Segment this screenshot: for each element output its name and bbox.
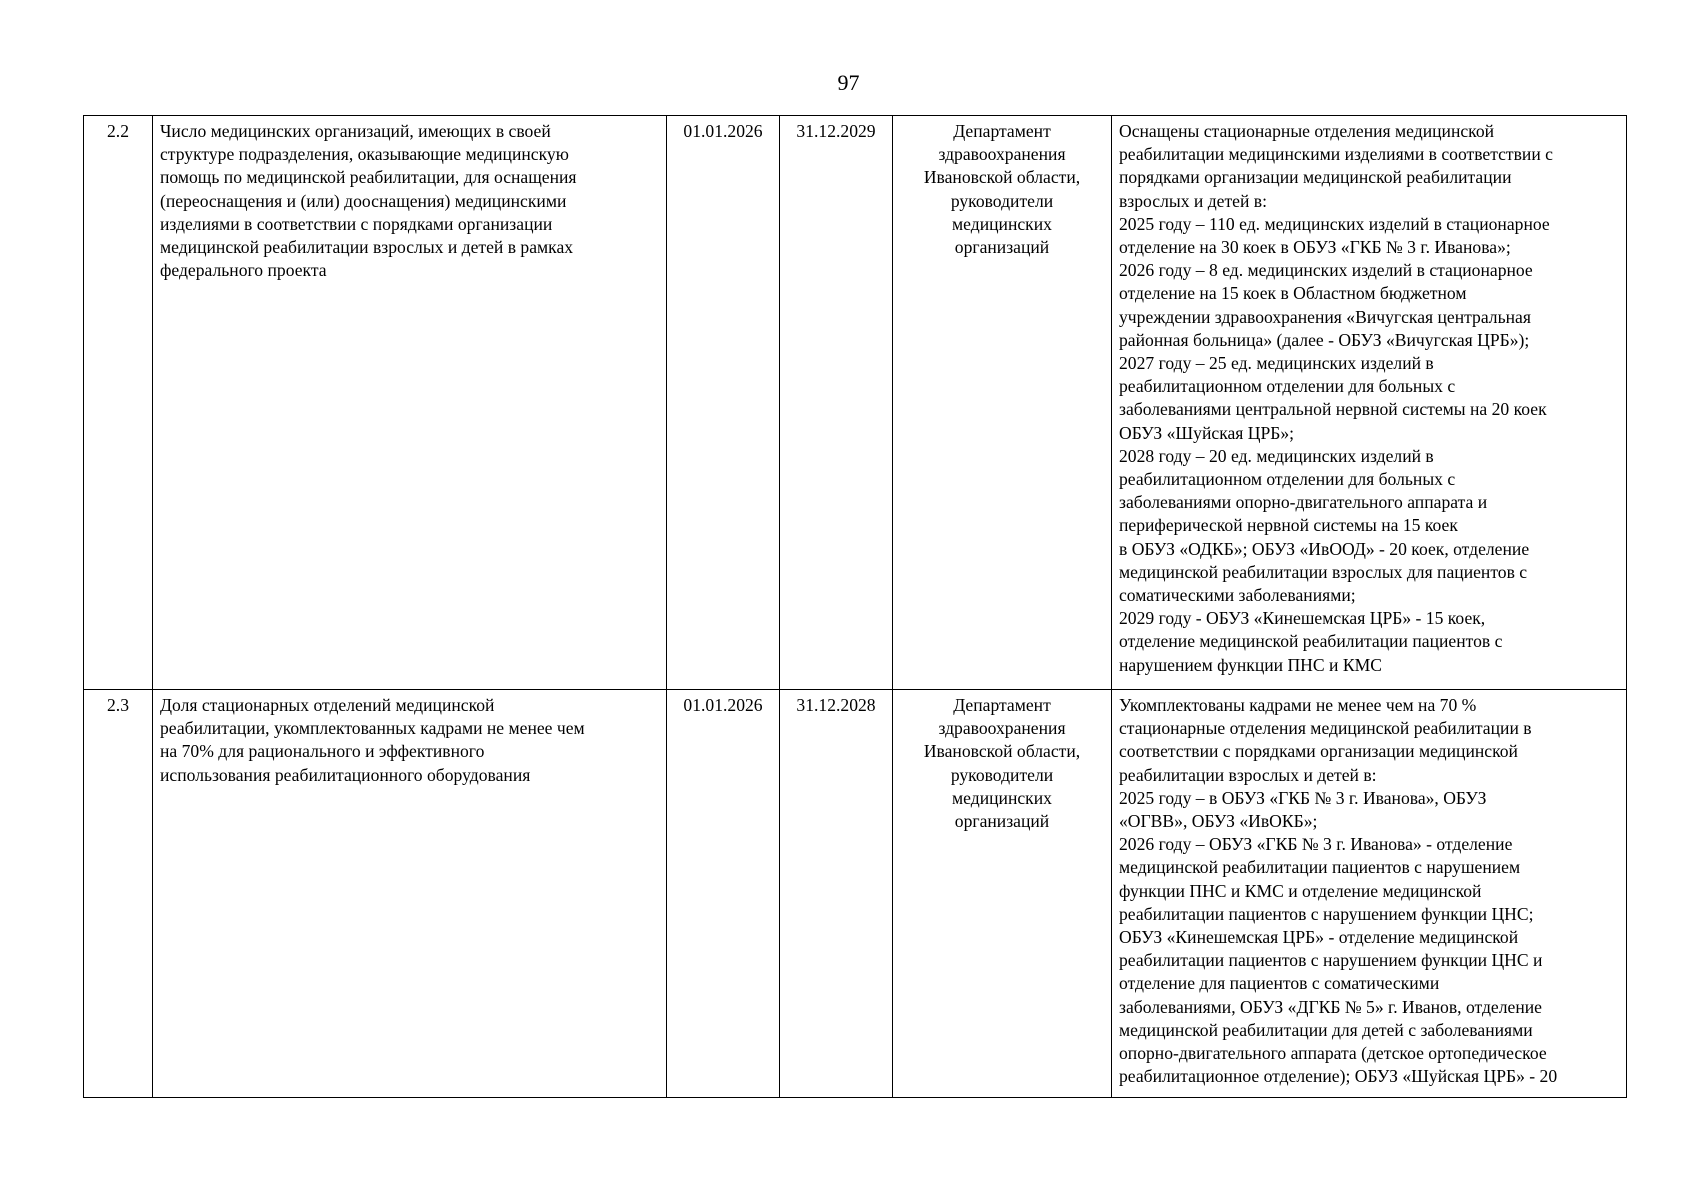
text-line: использования реабилитационного оборудования bbox=[160, 764, 531, 785]
text-line: заболеваниями опорно-двигательного аппарата и bbox=[1119, 492, 1488, 513]
text-line: Доля стационарных отделений медицинской bbox=[160, 695, 495, 715]
text-line: изделиями в соответствии с порядками организации bbox=[160, 213, 553, 234]
row-number: 2.2 bbox=[84, 116, 153, 690]
text-line: стационарные отделения медицинской реабилитации в bbox=[1119, 718, 1532, 739]
text-line: (переоснащения и (или) дооснащения) медицинскими bbox=[160, 190, 567, 211]
text-line: учреждении здравоохранения «Вичугская центральная bbox=[1119, 306, 1531, 327]
text-line: заболеваниями центральной нервной системы на 20 коек bbox=[1119, 399, 1547, 420]
text-line: отделение для пациентов с соматическими bbox=[1119, 973, 1440, 994]
text-line: медицинской реабилитации пациентов с нарушением bbox=[1119, 857, 1521, 878]
text-line: медицинских bbox=[952, 787, 1052, 808]
text-line: взрослых и детей в: bbox=[1119, 190, 1267, 211]
text-line: реабилитационном отделении для больных с bbox=[1119, 469, 1456, 490]
result-cell bbox=[1112, 116, 1627, 690]
text-line: Департамент bbox=[953, 695, 1051, 715]
text-line: структуре подразделения, оказывающие медицинскую bbox=[160, 144, 569, 165]
text-line: на 70% для рационального и эффективного bbox=[160, 741, 485, 762]
result-cell bbox=[1112, 690, 1627, 1098]
text-line: федерального проекта bbox=[160, 260, 327, 281]
text-line: соответствии с порядками организации медицинской bbox=[1119, 741, 1518, 762]
text-line: организаций bbox=[954, 237, 1050, 258]
text-line: реабилитации пациентов с нарушением функции ЦНС; bbox=[1119, 903, 1534, 924]
text-line: медицинской реабилитации взрослых для пациентов с bbox=[1119, 561, 1528, 582]
text-line: порядками организации медицинской реабилитации bbox=[1119, 167, 1512, 188]
text-line: отделение медицинской реабилитации пациентов с bbox=[1119, 631, 1503, 652]
text-line: здравоохранения bbox=[938, 144, 1066, 165]
text-line: 2028 году – 20 ед. медицинских изделий в bbox=[1119, 445, 1434, 466]
text-line: в ОБУЗ «ОДКБ»; ОБУЗ «ИвООД» - 20 коек, отделение bbox=[1119, 538, 1530, 559]
text-line: руководители bbox=[950, 764, 1054, 785]
text-line: здравоохранения bbox=[938, 718, 1066, 739]
text-line: периферической нервной системы на 15 коек bbox=[1119, 515, 1458, 536]
text-line: реабилитации пациентов с нарушением функции ЦНС и bbox=[1119, 950, 1543, 971]
text-line: организаций bbox=[954, 811, 1050, 832]
text-line: «ОГВВ», ОБУЗ «ИвОКБ»; bbox=[1119, 811, 1318, 832]
responsible-cell bbox=[893, 690, 1112, 1098]
text-line: функции ПНС и КМС и отделение медицинской bbox=[1119, 880, 1482, 901]
text-line: заболеваниями, ОБУЗ «ДГКБ № 5» г. Иванов, отделение bbox=[1119, 996, 1542, 1017]
end-date: 31.12.2029 bbox=[780, 116, 893, 690]
text-line: реабилитации медицинскими изделиями в соответствии с bbox=[1119, 144, 1553, 165]
measure-name-cell bbox=[153, 116, 667, 690]
table-row bbox=[84, 690, 1627, 1098]
text-line: отделение на 15 коек в Областном бюджетном bbox=[1119, 283, 1467, 304]
text-line: ОБУЗ «Шуйская ЦРБ»; bbox=[1119, 422, 1295, 443]
text-line: нарушением функции ПНС и КМС bbox=[1119, 654, 1382, 675]
text-line: реабилитации взрослых и детей в: bbox=[1119, 764, 1377, 785]
text-line: опорно-двигательного аппарата (детское ортопедическое bbox=[1119, 1043, 1547, 1064]
text-line: ОБУЗ «Кинешемская ЦРБ» - отделение медицинской bbox=[1119, 927, 1519, 948]
text-line: соматическими заболеваниями; bbox=[1119, 585, 1356, 606]
responsible-cell bbox=[893, 116, 1112, 690]
text-line: медицинской реабилитации для детей с заболеваниями bbox=[1119, 1019, 1533, 1040]
table-row bbox=[84, 116, 1627, 690]
text-line: Департамент bbox=[953, 121, 1051, 141]
end-date: 31.12.2028 bbox=[780, 690, 893, 1098]
text-line: 2026 году – ОБУЗ «ГКБ № 3 г. Иванова» - отделение bbox=[1119, 834, 1513, 855]
text-line: 2027 году – 25 ед. медицинских изделий в bbox=[1119, 353, 1434, 374]
text-line: отделение на 30 коек в ОБУЗ «ГКБ № 3 г. Иванова»; bbox=[1119, 237, 1511, 258]
text-line: 2025 году – 110 ед. медицинских изделий в стационарное bbox=[1119, 213, 1550, 234]
text-line: Укомплектованы кадрами не менее чем на 70 % bbox=[1119, 695, 1477, 715]
text-line: 2025 году – в ОБУЗ «ГКБ № 3 г. Иванова», ОБУЗ bbox=[1119, 787, 1487, 808]
text-line: 2026 году – 8 ед. медицинских изделий в стационарное bbox=[1119, 260, 1533, 281]
text-line: медицинской реабилитации взрослых и детей в рамках bbox=[160, 237, 574, 258]
text-line: Ивановской области, bbox=[923, 741, 1081, 762]
text-line: районная больница» (далее - ОБУЗ «Вичугская ЦРБ»); bbox=[1119, 329, 1530, 350]
page-number: 97 bbox=[837, 70, 860, 95]
text-line: Ивановской области, bbox=[923, 167, 1081, 188]
text-line: реабилитационном отделении для больных с bbox=[1119, 376, 1456, 397]
text-line: Число медицинских организаций, имеющих в своей bbox=[160, 121, 551, 141]
text-line: помощь по медицинской реабилитации, для оснащения bbox=[160, 167, 577, 188]
start-date: 01.01.2026 bbox=[667, 690, 780, 1098]
text-line: Оснащены стационарные отделения медицинской bbox=[1119, 121, 1495, 141]
start-date: 01.01.2026 bbox=[667, 116, 780, 690]
measure-name-cell bbox=[153, 690, 667, 1098]
text-line: 2029 году - ОБУЗ «Кинешемская ЦРБ» - 15 коек, bbox=[1119, 608, 1486, 629]
text-line: медицинских bbox=[952, 213, 1052, 234]
text-line: руководители bbox=[950, 190, 1054, 211]
text-line: реабилитации, укомплектованных кадрами не менее чем bbox=[160, 718, 585, 739]
measures-table bbox=[83, 115, 1627, 1098]
text-line: реабилитационное отделение); ОБУЗ «Шуйская ЦРБ» - 20 bbox=[1119, 1066, 1558, 1087]
row-number: 2.3 bbox=[84, 690, 153, 1098]
